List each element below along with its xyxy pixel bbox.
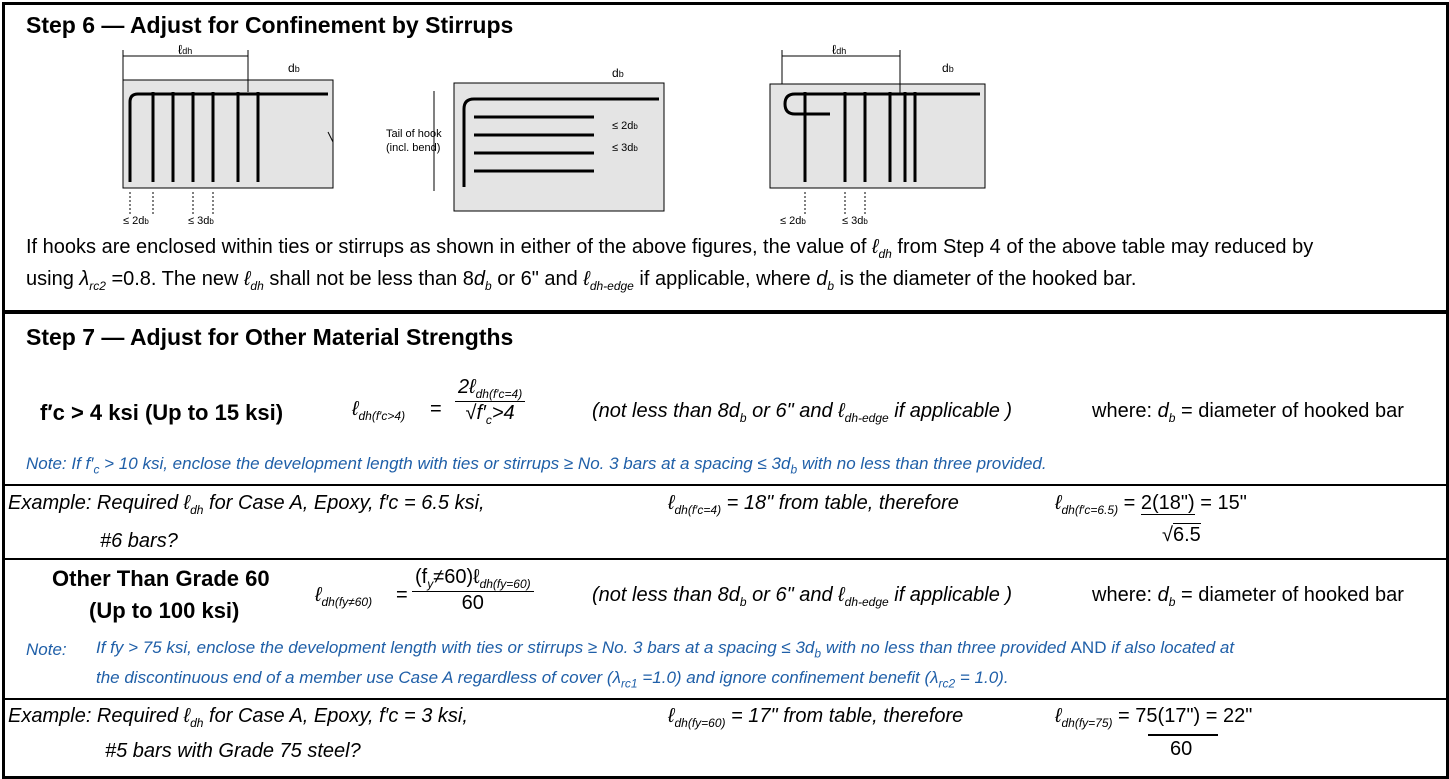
fig1-ldh-label: ℓdh — [178, 42, 193, 57]
step6-text-line2: using $\lambda_{rc2} =0.8$. The new ℓ$_{dh}$ shall not be less than $8d_b$ or 6" and ℓ$_{dh-edge}$ if applicable, where $d_b$ is the diameter of the hooked bar. — [26, 268, 1137, 293]
fc-label: f′c > 4 ksi (Up to 15 ksi) — [40, 400, 284, 425]
svg-text:db: db — [612, 66, 624, 80]
fc-lhs: ℓ$_{dh(f'c>4)}$ — [352, 398, 406, 423]
example2-mid: ℓ$_{dh(fy=60)}$ = 17" from table, therefore — [668, 705, 964, 730]
example1-line1: Example: Required ℓ$_{dh}$ for Case A, Epoxy, f′c = 6.5 ksi, — [8, 492, 485, 517]
svg-text:≤ 3db: ≤ 3db — [612, 142, 638, 154]
fc-where: where: $d_b$ = diameter of hooked bar — [1092, 400, 1404, 425]
fc-fraction: $\frac{2\ell_{dh(f'c=4)}}{√f'_c>4}$ — [455, 376, 525, 427]
example2-line1: Example: Required ℓ$_{dh}$ for Case A, Epoxy, f′c = 3 ksi, — [8, 705, 468, 730]
note-grade-line1: If fy > 75 ksi, enclose the development length with ties or stirrups ≥ No. 3 bars at a spacing ≤ $3d_b$ with no less than three provided AND if also located at — [96, 638, 1235, 661]
divider-3 — [2, 698, 1446, 700]
divider-2 — [2, 558, 1446, 560]
figure-stirrups-1 — [108, 42, 348, 232]
grade-lhs: ℓ$_{dh(fy\ne 60)}$ — [315, 584, 373, 609]
grade-equals: = — [396, 584, 408, 606]
example1-result-den: √6.5 — [1162, 524, 1201, 546]
svg-text:db: db — [942, 61, 954, 75]
step7-title: Step 7 — Adjust for Other Material Strengths — [26, 324, 514, 350]
tail-of-hook-label: Tail of hook — [386, 128, 442, 140]
note-grade-line2: the discontinuous end of a member use Case A regardless of cover $(\lambda_{rc1} =1.0)$ and ignore confinement benefit $(\lambda_{rc2} = 1.0)$. — [96, 668, 1009, 691]
grade-not-less: (not less than $8d_b$ or 6" and ℓ$_{dh-edge}$ if applicable ) — [592, 584, 1013, 609]
svg-text:≤ 2db: ≤ 2db — [612, 120, 638, 132]
fc-equals: = — [430, 398, 442, 420]
example1-line2: #6 bars? — [100, 530, 178, 552]
svg-text:≤ 3db: ≤ 3db — [842, 215, 868, 227]
svg-text:≤ 3db: ≤ 3db — [188, 215, 214, 227]
example2-fraction-bar — [1148, 734, 1218, 736]
svg-text:db: db — [288, 61, 300, 75]
grade-fraction: $\frac{(f_y\ne 60)\ell_{dh(fy=60)}}{60}$ — [412, 566, 534, 615]
grade-label-2: (Up to 100 ksi) — [89, 598, 240, 623]
example2-result-den: 60 — [1170, 738, 1193, 760]
grade-label-1: Other Than Grade 60 — [52, 566, 270, 591]
example2-result: ℓ$_{dh(fy=75)}$ = 75(17") = 22" — [1055, 705, 1253, 730]
example1-mid: ℓ$_{dh(f'c=4)}$ = 18" from table, therefore — [668, 492, 959, 517]
note-fc: Note: If $f'_c > 10$ ksi, enclose the development length with ties or stirrups ≥ No. 3 bars at a spacing ≤ $3d_b$ with no less than three provided. — [26, 454, 1047, 477]
example2-line2: #5 bars with Grade 75 steel? — [105, 740, 361, 762]
fc-not-less: (not less than $8d_b$ or 6" and ℓ$_{dh-edge}$ if applicable ) — [592, 400, 1013, 425]
step6-title: Step 6 — Adjust for Confinement by Stirrups — [26, 12, 514, 38]
figure-stirrups-2 — [384, 55, 674, 215]
figure-stirrups-3 — [760, 42, 1000, 232]
svg-text:≤ 2db: ≤ 2db — [780, 215, 806, 227]
step6-text-line1: If hooks are enclosed within ties or stirrups as shown in either of the above figures, the value of ℓ$_{dh}$ from Step 4 of the above table may reduced by — [26, 236, 1314, 261]
svg-text:≤ 2db: ≤ 2db — [123, 215, 149, 227]
incl-bend-label: (incl. bend) — [386, 142, 441, 154]
svg-text:ℓdh: ℓdh — [832, 42, 847, 57]
note-grade-label: Note: — [26, 640, 67, 659]
grade-where: where: $d_b$ = diameter of hooked bar — [1092, 584, 1404, 609]
example1-result: ℓ$_{dh(f'c=6.5)}$ = 2(18") = 15" — [1055, 492, 1247, 517]
section-divider — [2, 310, 1446, 314]
divider-1 — [2, 484, 1446, 486]
